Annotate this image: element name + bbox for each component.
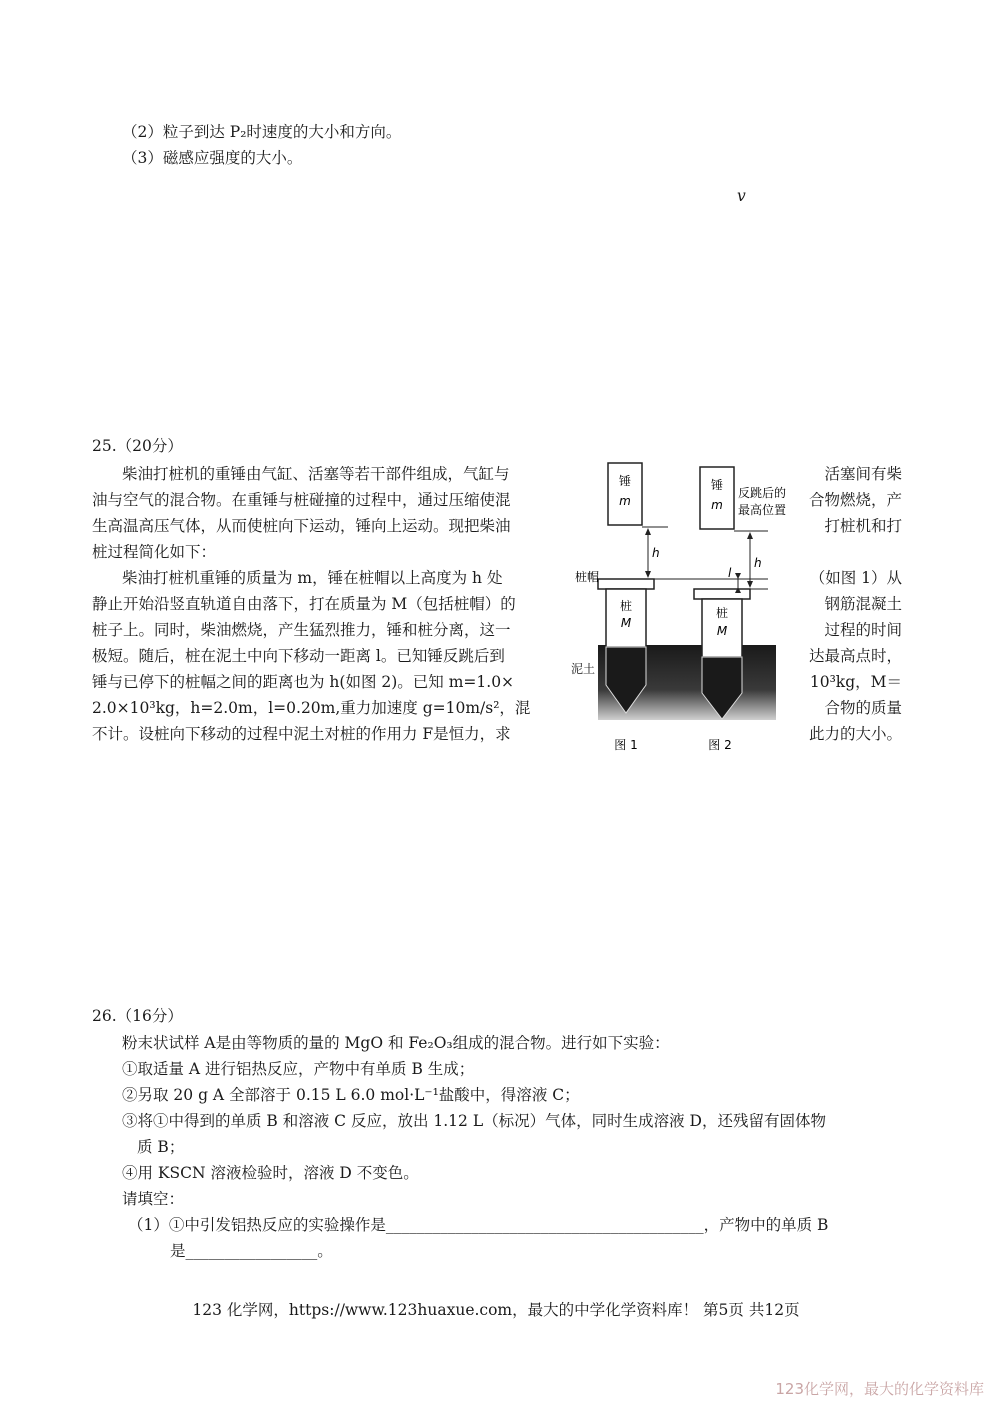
pile-driver-figure [568, 455, 808, 755]
q25-line: 生高温高压气体，从而使桩向下运动，锤向上运动。现把柴油 [92, 517, 511, 535]
q25-line: 桩过程简化如下： [92, 543, 217, 561]
pile-cap-label: 桩帽 [575, 570, 600, 584]
q26-step3-cont: 质 B； [137, 1138, 185, 1156]
q25-right-line: 此力的大小。 [808, 725, 902, 743]
q26-part1-cont: 是_________________。 [170, 1242, 333, 1260]
q25-line: 静止开始沿竖直轨道自由落下，打在质量为 M（包括桩帽）的 [92, 595, 516, 613]
pile-2-label: 桩 [715, 606, 729, 620]
q25-right-line: 活塞间有柴 [824, 465, 902, 483]
q26-header: 26.（16分） [92, 1007, 183, 1025]
fig2-caption: 图 2 [708, 738, 732, 752]
q26-part1: （1）①中引发铝热反应的实验操作是_________________________________________，产物中的单质 B [128, 1216, 829, 1234]
q26-step4: ④用 KSCN 溶液检验时，溶液 D 不变色。 [122, 1164, 419, 1182]
q25-right-line: 合物燃烧，产 [808, 491, 902, 509]
q25-right-line: 达最高点时， [808, 647, 902, 665]
watermark: 123化学网，最大的化学资料库 [775, 1380, 984, 1398]
pile-cap-2 [694, 589, 750, 599]
q26-fill-prompt: 请填空： [122, 1190, 185, 1208]
q25-line: 柴油打桩机的重锤由气缸、活塞等若干部件组成，气缸与 [122, 465, 510, 483]
q24-item3: （3）磁感应强度的大小。 [122, 149, 303, 167]
q25-line: 不计。设桩向下移动的过程中泥土对桩的作用力 F是恒力，求 [92, 725, 511, 743]
fig1-caption: 图 1 [614, 738, 638, 752]
q25-header: 25.（20分） [92, 437, 183, 455]
hammer-2-m: m [711, 498, 723, 512]
q26-intro: 粉末状试样 A是由等物质的量的 MgO 和 Fe₂O₃组成的混合物。进行如下实验： [122, 1034, 670, 1052]
h-label-2: h [754, 556, 762, 570]
rebound-label-1: 反跳后的 [738, 486, 787, 500]
hammer-1-m: m [619, 494, 631, 508]
q24-item2: （2）粒子到达 P₂时速度的大小和方向。 [122, 123, 402, 141]
q25-right-line: 10³kg，M＝ [809, 673, 902, 691]
q25-line: 锤与已停下的桩幅之间的距离也为 h(如图 2)。已知 m=1.0× [92, 673, 515, 691]
q26-step1: ①取适量 A 进行铝热反应，产物中有单质 B 生成； [122, 1060, 475, 1078]
q25-line: 2.0×10³kg，h=2.0m，l=0.20m,重力加速度 g=10m/s²，混 [92, 699, 531, 717]
q25-line: 柴油打桩机重锤的质量为 m，锤在桩帽以上高度为 h 处 [122, 569, 503, 587]
q26-step3: ③将①中得到的单质 B 和溶液 C 反应，放出 1.12 L（标况）气体，同时生成溶液 D，还残留有固体物 [122, 1112, 826, 1130]
q25-line: 桩子上。同时，柴油燃烧，产生猛烈推力，锤和桩分离，这一 [92, 621, 511, 639]
pile-cap-1 [598, 579, 654, 589]
rebound-label-2: 最高位置 [738, 503, 787, 517]
hammer-1-label: 锤 [618, 474, 632, 488]
q25-right-line: 打桩机和打 [824, 517, 902, 535]
stray-v: v [737, 187, 746, 205]
q25-right-line: 过程的时间 [824, 621, 902, 639]
pile-1-label: 桩 [619, 599, 633, 613]
q25-right-line: （如图 1）从 [809, 569, 902, 587]
page-footer: 123 化学网，https://www.123huaxue.com，最大的中学化学资料库！ 第5页 共12页 [192, 1301, 800, 1319]
h-label-1: h [652, 546, 660, 560]
pile-1-M: M [620, 616, 632, 630]
hammer-2-label: 锤 [710, 478, 724, 492]
q25-line: 油与空气的混合物。在重锤与桩碰撞的过程中，通过压缩使混 [92, 491, 511, 509]
l-label: l [728, 566, 732, 580]
q25-right-line: 钢筋混凝土 [824, 595, 902, 613]
q26-step2: ②另取 20 g A 全部溶于 0.15 L 6.0 mol·L⁻¹盐酸中，得溶液 C； [122, 1086, 580, 1104]
q25-line: 极短。随后，桩在泥土中向下移动一距离 l。已知锤反跳后到 [92, 647, 505, 665]
soil-label: 泥土 [571, 662, 596, 676]
pile-2-M: M [716, 624, 728, 638]
q25-right-line: 合物的质量 [824, 699, 902, 717]
